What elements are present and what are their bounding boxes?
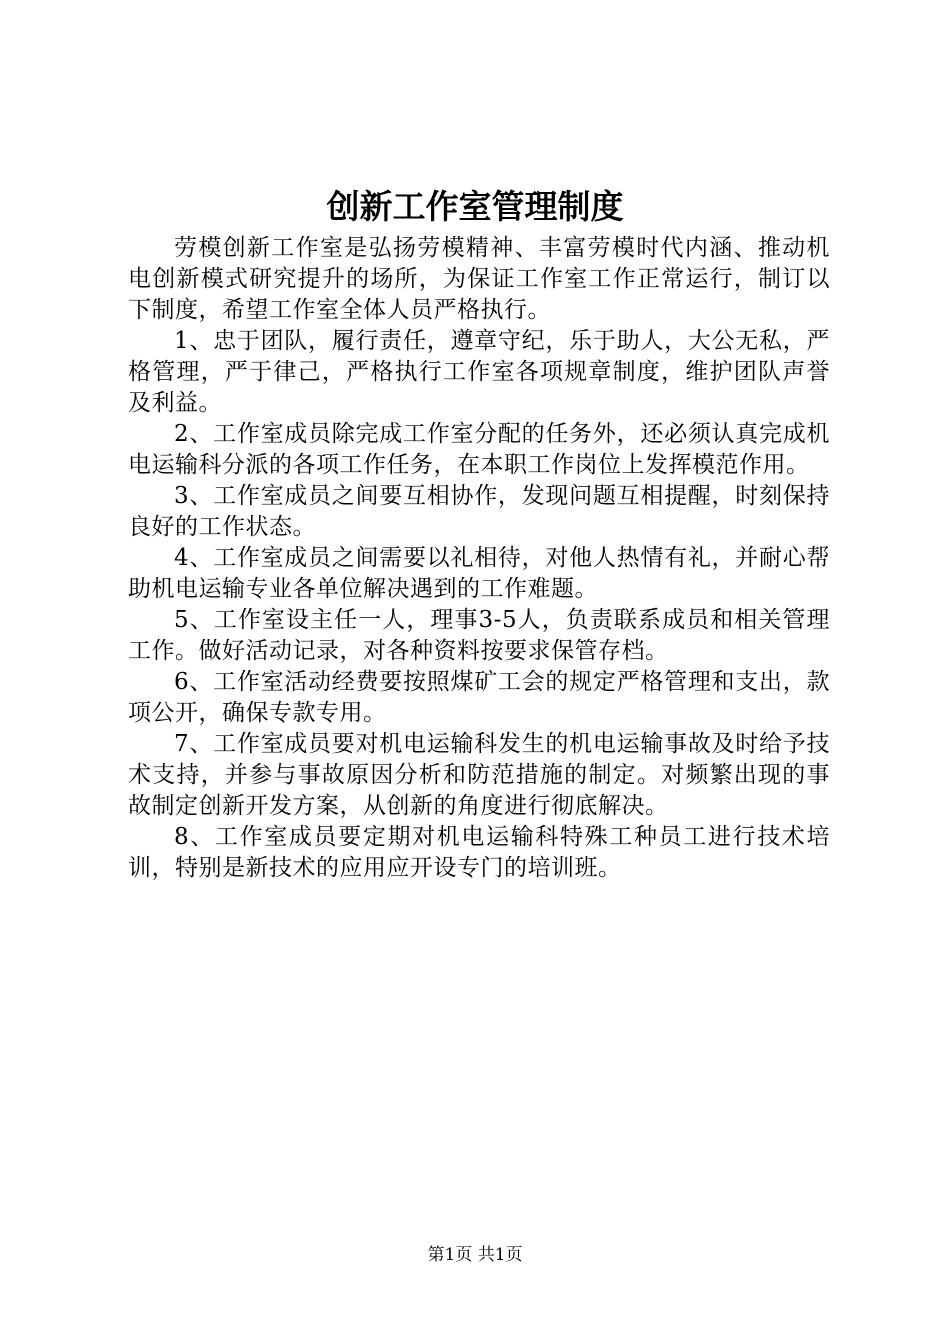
paragraph-rule-3: 3、工作室成员之间要互相协作，发现问题互相提醒，时刻保持良好的工作状态。: [128, 483, 830, 540]
paragraph-rule-1: 1、忠于团队，履行责任，遵章守纪，乐于助人，大公无私，严格管理，严于律己，严格执行工作室各项规章制度，维护团队声誉及利益。: [128, 328, 830, 416]
document-title: 创新工作室管理制度: [326, 187, 624, 226]
paragraph-rule-2: 2、工作室成员除完成工作室分配的任务外，还必须认真完成机电运输科分派的各项工作任务，在本职工作岗位上发挥模范作用。: [128, 421, 830, 478]
page-footer: 第1页 共1页: [427, 1245, 523, 1265]
paragraph-rule-5: 5、工作室设主任一人，理事3-5人，负责联系成员和相关管理工作。做好活动记录，对各种资料按要求保管存档。: [128, 607, 830, 664]
paragraph-rule-7: 7、工作室成员要对机电运输科发生的机电运输事故及时给予技术支持，并参与事故原因分析和防范措施的制定。对频繁出现的事故制定创新开发方案，从创新的角度进行彻底解决。: [128, 731, 830, 819]
paragraph-rule-6: 6、工作室活动经费要按照煤矿工会的规定严格管理和支出，款项公开，确保专款专用。: [128, 669, 830, 726]
paragraph-rule-4: 4、工作室成员之间需要以礼相待，对他人热情有礼，并耐心帮助机电运输专业各单位解决遇到的工作难题。: [128, 545, 830, 602]
paragraph-intro: 劳模创新工作室是弘扬劳模精神、丰富劳模时代内涵、推动机电创新模式研究提升的场所，为保证工作室工作正常运行，制订以下制度，希望工作室全体人员严格执行。: [128, 235, 830, 323]
document-body: [128, 233, 830, 884]
paragraph-rule-8: 8、工作室成员要定期对机电运输科特殊工种员工进行技术培训，特别是新技术的应用应开设专门的培训班。: [128, 824, 830, 881]
